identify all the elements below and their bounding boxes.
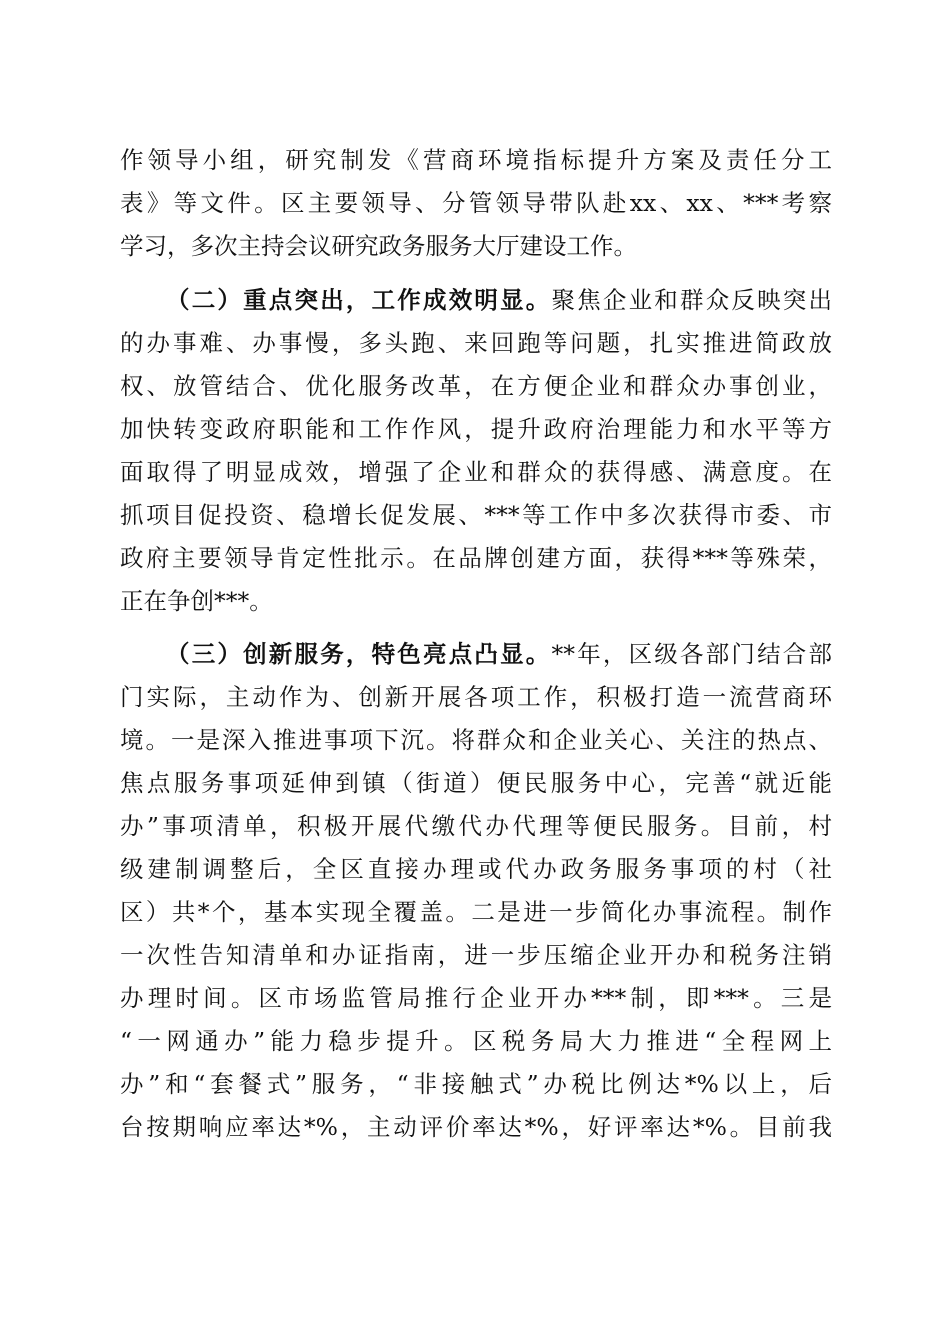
paragraph-2-line-5: 面取得了明显成效，增强了企业和群众的获得感、满意度。在 [120,458,832,486]
paragraph-3-line-4: 焦点服务事项延伸到镇（街道）便民服务中心，完善“就近能 [120,769,832,797]
paragraph-2-line-6: 抓项目促投资、稳增长促发展、***等工作中多次获得市委、市 [120,501,832,529]
paragraph-2-line-7: 政府主要领导肯定性批示。在品牌创建方面，获得***等殊荣， [120,544,832,572]
paragraph-3-line-2: 门实际，主动作为、创新开展各项工作，积极打造一流营商环 [120,683,832,711]
paragraph-3-line-11: 办”和“套餐式”服务，“非接触式”办税比例达*%以上，后 [120,1070,832,1098]
paragraph-3-line-3: 境。一是深入推进事项下沉。将群众和企业关心、关注的热点、 [120,726,832,754]
paragraph-3-line-5: 办”事项清单，积极开展代缴代办代理等便民服务。目前，村 [120,812,832,840]
paragraph-2-line-2: 的办事难、办事慢，多头跑、来回跑等问题，扎实推进简政放 [120,329,832,357]
paragraph-3-line-10: “一网通办”能力稳步提升。区税务局大力推进“全程网上 [120,1027,832,1055]
paragraph-2-line-1 [166,280,832,320]
paragraph-3-line-12: 台按期响应率达*%，主动评价率达*%，好评率达*%。目前我 [120,1113,832,1141]
paragraph-2-line-1-text: 聚焦企业和群众反映突出 [551,286,832,314]
paragraph-3-line-9: 办理时间。区市场监管局推行企业开办***制，即***。三是 [120,984,832,1012]
paragraph-2-heading: （二）重点突出，工作成效明显。 [166,286,552,314]
paragraph-3-heading: （三）创新服务，特色亮点凸显。 [166,640,552,668]
paragraph-2-line-8: 正在争创***。 [120,587,273,615]
paragraph-3-line-8: 一次性告知清单和办证指南，进一步压缩企业开办和税务注销 [120,941,832,969]
paragraph-3-line-6: 级建制调整后，全区直接办理或代办政务服务事项的村（社 [120,855,832,883]
paragraph-2-line-3: 权、放管结合、优化服务改革，在方便企业和群众办事创业， [120,372,832,400]
paragraph-2-line-4: 加快转变政府职能和工作作风，提升政府治理能力和水平等方 [120,415,832,443]
paragraph-3-line-1-text: **年，区级各部门结合部 [551,640,832,668]
paragraph-3-line-7: 区）共*个，基本实现全覆盖。二是进一步简化办事流程。制作 [120,898,832,926]
paragraph-1-line-2: 表》等文件。区主要领导、分管领导带队赴xx、xx、***考察 [120,189,832,217]
paragraph-1-line-1: 作领导小组，研究制发《营商环境指标提升方案及责任分工 [120,146,832,174]
paragraph-1-line-3: 学习，多次主持会议研究政务服务大厅建设工作。 [120,232,637,260]
paragraph-3-line-1 [166,634,832,674]
